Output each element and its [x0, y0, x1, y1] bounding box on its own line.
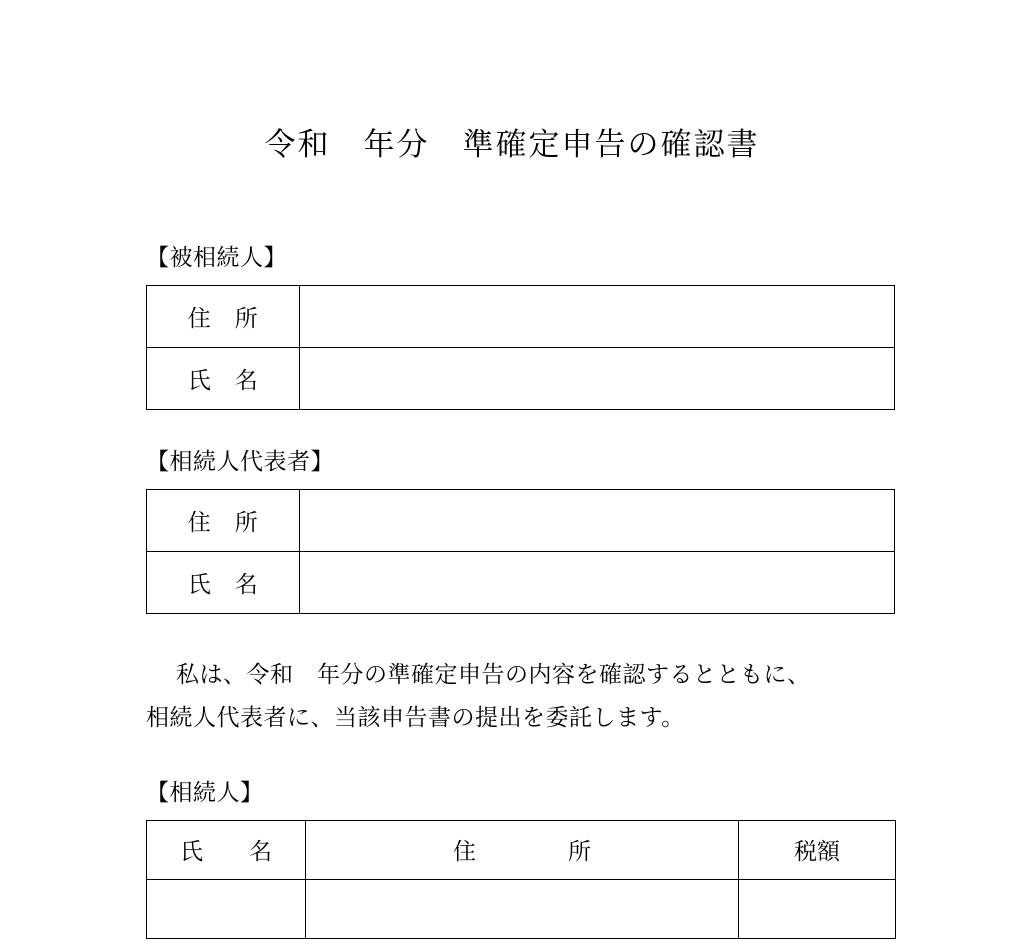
table-row [147, 489, 895, 551]
representative-table [146, 489, 895, 614]
table-row [147, 286, 895, 348]
decedent-address-label: 住 所 [147, 286, 300, 348]
representative-address-value[interactable] [300, 489, 895, 551]
table-row [147, 551, 895, 613]
table-row [147, 348, 895, 410]
section-heading-representative: 【相続人代表者】 [146, 449, 334, 475]
heir-tax-value[interactable] [739, 879, 896, 938]
page-title: 令和 年分 準確定申告の確認書 [264, 127, 760, 162]
heirs-column-address: 住 所 [306, 820, 739, 879]
section-heading-decedent: 【被相続人】 [146, 245, 287, 271]
heirs-column-name: 氏 名 [147, 820, 306, 879]
representative-address-label: 住 所 [147, 489, 300, 551]
statement-line-2: 相続人代表者に、当該申告書の提出を委託します。 [146, 704, 685, 730]
heir-name-value[interactable] [147, 879, 306, 938]
decedent-name-value[interactable] [300, 348, 895, 410]
heirs-column-tax: 税額 [739, 820, 896, 879]
representative-name-value[interactable] [300, 551, 895, 613]
decedent-name-label: 氏 名 [147, 348, 300, 410]
representative-name-label: 氏 名 [147, 551, 300, 613]
decedent-address-value[interactable] [300, 286, 895, 348]
table-header-row [147, 820, 896, 879]
decedent-table [146, 285, 895, 410]
statement-line-1: 私は、令和 年分の準確定申告の内容を確認するとともに、 [176, 661, 811, 687]
section-heading-heirs: 【相続人】 [146, 780, 264, 806]
table-row [147, 879, 896, 938]
heirs-table [146, 820, 896, 939]
heir-address-value[interactable] [306, 879, 739, 938]
statement-paragraph [0, 614, 1024, 739]
